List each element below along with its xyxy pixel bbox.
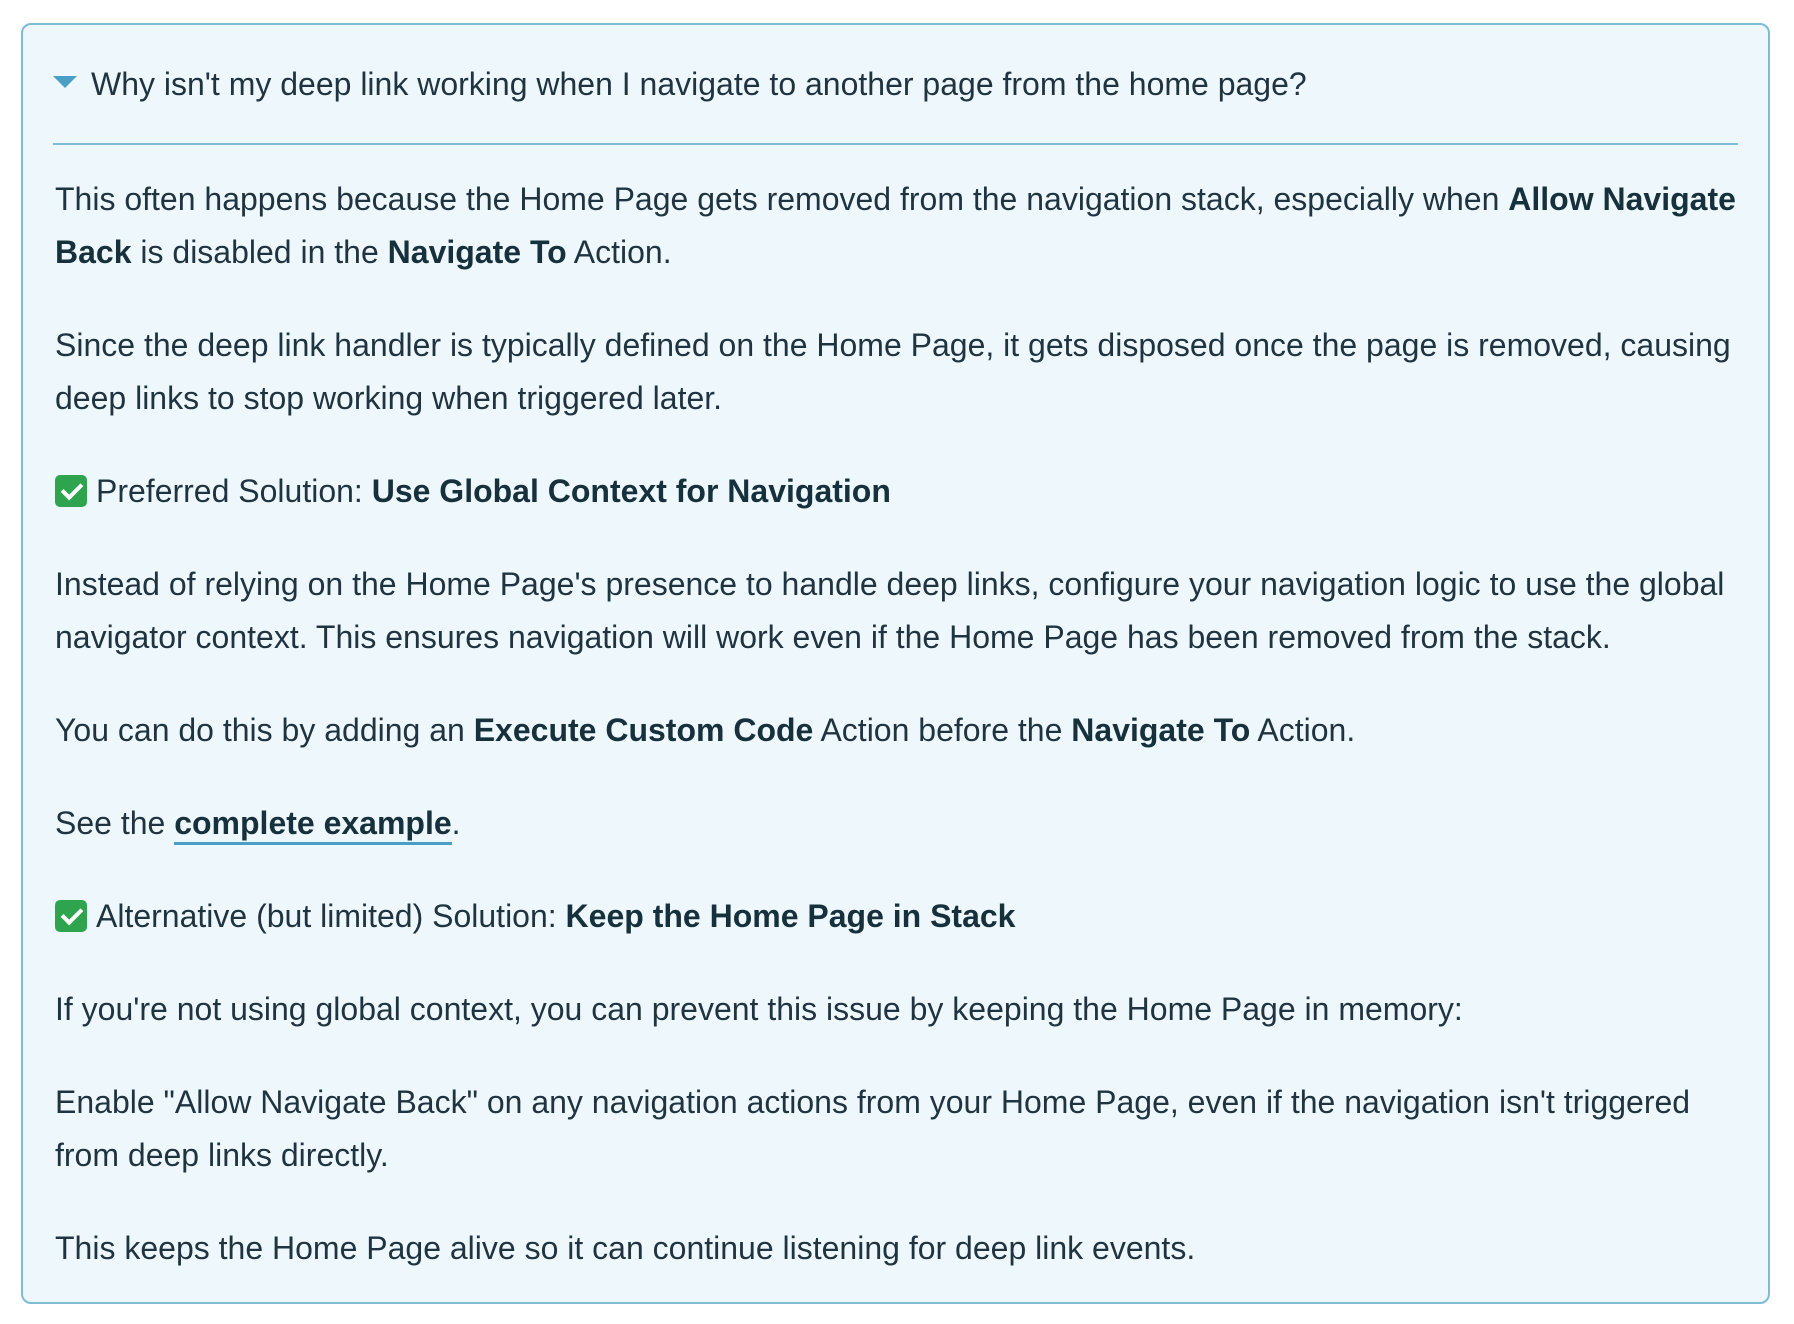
- faq-details-panel: [21, 23, 1770, 1304]
- p3-text: Preferred Solution:: [96, 473, 372, 509]
- p5-bold-execute-custom-code: Execute Custom Code: [473, 712, 814, 748]
- faq-question-toggle[interactable]: [53, 25, 1738, 145]
- p7-bold-alternative-solution: Keep the Home Page in Stack: [565, 898, 1016, 934]
- p5-text-a: You can do this by adding an: [55, 712, 474, 748]
- answer-paragraph-6: [55, 797, 1738, 850]
- p1-bold-navigate-to: Navigate To: [387, 234, 567, 270]
- answer-paragraph-5: [55, 704, 1738, 757]
- check-mark-button-icon: [55, 475, 87, 507]
- p1-bold-allow-navigate-back: Allow Navigate Back: [55, 181, 1736, 270]
- complete-example-link[interactable]: complete example: [174, 805, 451, 845]
- p6-text-b: .: [451, 805, 461, 841]
- faq-question: Why isn't my deep link working when I navigate to another page from the home page?: [91, 66, 1307, 102]
- faq-answer: [55, 173, 1738, 1315]
- p3-bold-preferred-solution: Use Global Context for Navigation: [371, 473, 891, 509]
- answer-paragraph-8: If you're not using global context, you can prevent this issue by keeping the Home Page in memory:: [55, 991, 1463, 1027]
- caret-down-icon[interactable]: [53, 76, 77, 88]
- p5-bold-navigate-to: Navigate To: [1071, 712, 1251, 748]
- p5-text-c: Action.: [1250, 712, 1356, 748]
- answer-paragraph-9: Enable "Allow Navigate Back" on any navigation actions from your Home Page, even if the navigation isn't triggered from deep links directly.: [55, 1084, 1691, 1173]
- p1-text-c: Action.: [566, 234, 672, 270]
- answer-paragraph-2: Since the deep link handler is typically defined on the Home Page, it gets disposed once the page is removed, causing deep links to stop working when triggered later.: [55, 327, 1731, 416]
- p5-text-b: Action before the: [813, 712, 1072, 748]
- answer-paragraph-10: This keeps the Home Page alive so it can continue listening for deep link events.: [55, 1230, 1196, 1266]
- p1-text-b: is disabled in the: [131, 234, 388, 270]
- check-mark-button-icon: [55, 900, 87, 932]
- answer-paragraph-1: [55, 173, 1738, 279]
- p6-text-a: See the: [55, 805, 175, 841]
- answer-paragraph-3: [55, 465, 1738, 518]
- p7-text: Alternative (but limited) Solution:: [96, 898, 566, 934]
- answer-paragraph-7: [55, 890, 1738, 943]
- p1-text-a: This often happens because the Home Page gets removed from the navigation stack, especially when: [55, 181, 1509, 217]
- answer-paragraph-4: Instead of relying on the Home Page's presence to handle deep links, configure your navigation logic to use the global navigator context. This ensures navigation will work even if the Home Page has been removed from the stack.: [55, 566, 1725, 655]
